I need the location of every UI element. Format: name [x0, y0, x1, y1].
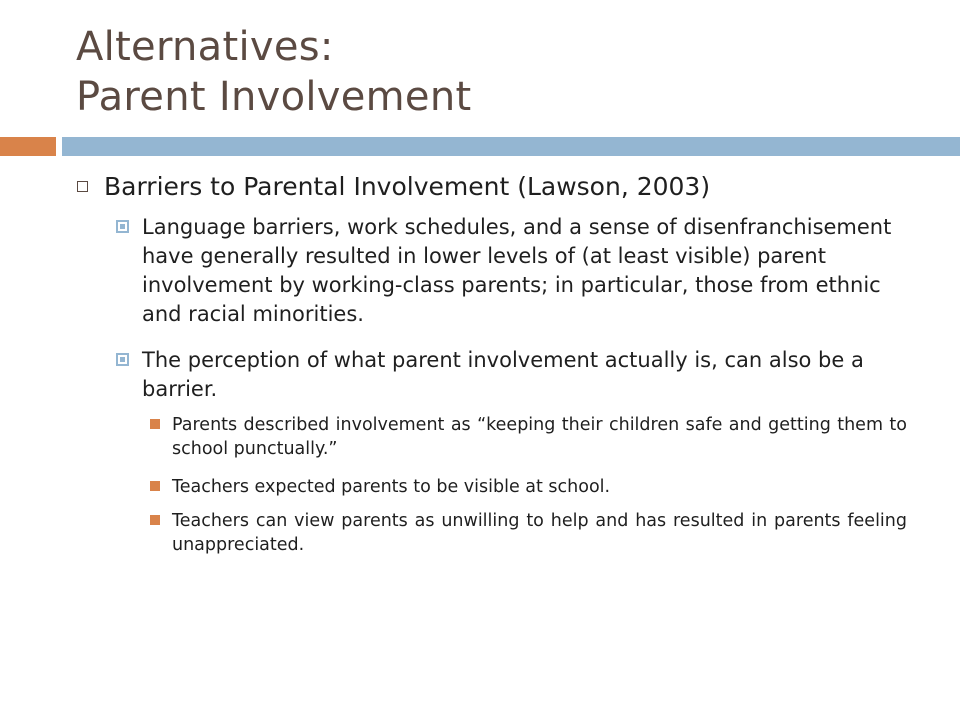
bullet-level1-text: Barriers to Parental Involvement (Lawson, 2003) [104, 172, 711, 201]
bullet-level3-c [172, 509, 907, 557]
bullet-level3-c-text: Teachers can view parents as unwilling to help and has resulted in parents feeling unappreciated. [172, 511, 907, 555]
title-line-1: Alternatives: [76, 24, 334, 70]
filled-square-bullet-icon [150, 515, 160, 525]
bullet-level3-b [172, 475, 907, 499]
title-accent-bar [0, 137, 56, 156]
square-bullet-icon [116, 220, 129, 233]
title-line-2: Parent Involvement [76, 74, 472, 120]
bullet-level3-a [172, 413, 907, 461]
bullet-level1 [104, 170, 904, 204]
filled-square-bullet-icon [150, 481, 160, 491]
bullet-level2-a [142, 213, 912, 329]
bullet-level3-a-text: Parents described involvement as “keeping their children safe and getting them to school punctually.” [172, 415, 907, 459]
bullet-level2-b [142, 346, 912, 404]
square-bullet-icon [116, 353, 129, 366]
title-divider-bar [62, 137, 960, 156]
filled-square-bullet-icon [150, 419, 160, 429]
bullet-level2-a-text: Language barriers, work schedules, and a sense of disenfranchisement have generally resulted in lower levels of (at least visible) parent involvement by working-class parents; in particular, those from ethnic and racial minorities. [142, 215, 892, 326]
bullet-level2-b-text: The perception of what parent involvement actually is, can also be a barrier. [142, 348, 864, 401]
bullet-level3-b-text: Teachers expected parents to be visible at school. [172, 477, 611, 497]
square-outline-bullet-icon [77, 181, 88, 192]
slide-title [76, 22, 471, 122]
